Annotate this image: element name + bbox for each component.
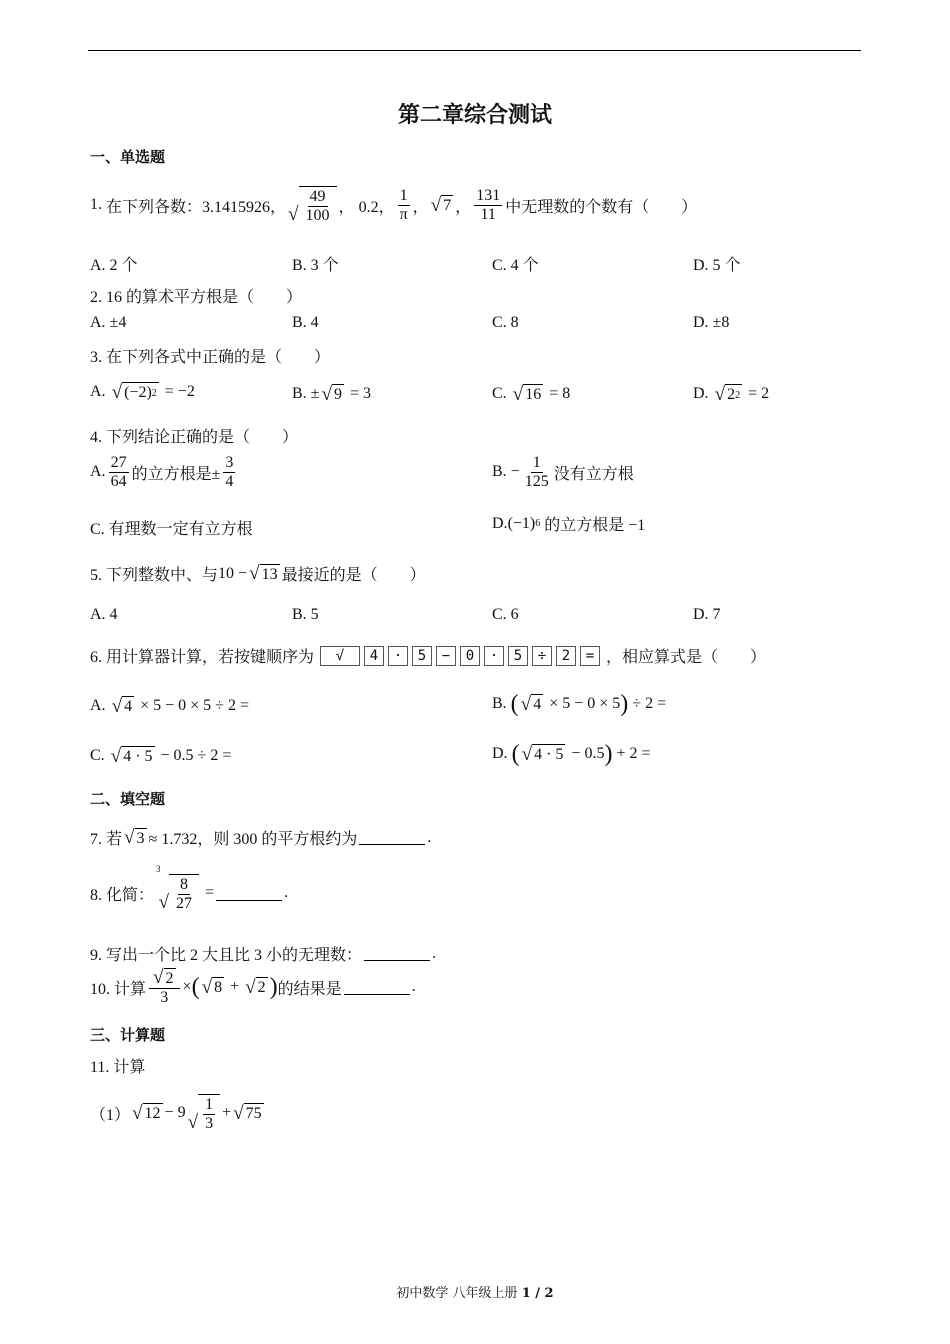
calc-key: − (436, 646, 456, 666)
page-title: 第二章综合测试 (397, 103, 552, 128)
q3-option-a: A. √ (−2) 2 = −2 (90, 381, 195, 403)
q2-option-a: A. ±4 (90, 314, 127, 331)
question-8: 8. 化简： 3 √ $\frac{8}{27}$ = . (90, 864, 289, 913)
question-1: 1. 在下列各数：3.1415926， √ $\frac{49}{100}$ ， 0.2， $\frac{1}{\pi}$ ， √ 7 ， $\frac{131}{11}$ 中无理数的个数有（ ） (90, 187, 698, 225)
calculator-key-sequence (320, 646, 600, 666)
q4-option-c: C. 有理数一定有立方根 (90, 521, 253, 538)
q2-option-b: B. 4 (292, 314, 319, 331)
fraction: $\frac{1}{\pi}$ (399, 187, 408, 223)
q5-option-a: A. 4 (90, 606, 118, 623)
q2-option-c: C. 8 (492, 314, 519, 331)
question-10: 10. 计算 √ 2 3 × ( √ 8 + √ 2 ) 的结果是 . (90, 967, 416, 1006)
q5-option-c: C. 6 (492, 606, 519, 623)
calc-key: · (388, 646, 408, 666)
cube-root-expr: 3 √ $\frac{8}{27}$ (156, 874, 199, 912)
answer-blank[interactable] (364, 946, 430, 961)
calc-key: 4 (364, 646, 384, 666)
q2-option-d: D. ±8 (693, 314, 730, 331)
q3-option-d: D. √ 2 2 = 2 (693, 383, 770, 405)
page-footer: 初中数学 八年级上册 1 / 2 (396, 1286, 554, 1301)
calc-key: 2 (556, 646, 576, 666)
calc-key: · (484, 646, 504, 666)
question-2: 2. 16 的算术平方根是（ ） (90, 289, 303, 306)
question-6: 6. 用计算器计算，若按键顺序为 √ 4 · 5 − 0 · 5 ÷ 2 = ，相应算式是（ ） (90, 647, 767, 666)
question-9: 9. 写出一个比 2 大且比 3 小的无理数： . (90, 944, 437, 964)
answer-blank[interactable] (216, 886, 282, 901)
q3-option-c: C. √ 16 = 8 (492, 383, 571, 405)
section-heading-choice: 一、单选题 (90, 148, 166, 166)
calc-key: 0 (460, 646, 480, 666)
q4-option-a: A. $\frac{27}{64}$ 的立方根是± $\frac{3}{4}$ (90, 454, 234, 490)
q1-option-c: C. 4 个 (492, 257, 539, 274)
page-number: 1 / 2 (521, 1286, 554, 1301)
header-rule (88, 50, 861, 51)
fraction: $\frac{131}{11}$ (476, 187, 501, 223)
answer-blank[interactable] (344, 980, 410, 995)
question-11: 11. 计算 (90, 1059, 146, 1076)
answer-blank[interactable] (359, 830, 425, 845)
q6-option-b: B. ( √ 4 × 5 − 0 × 5 ) ÷ 2 = (492, 691, 667, 717)
q1-option-b: B. 3 个 (292, 257, 339, 274)
q1-option-a: A. 2 个 (90, 257, 138, 274)
calc-key: 5 (508, 646, 528, 666)
calc-key: 5 (412, 646, 432, 666)
sqrt-expr: √ 7 (430, 194, 452, 216)
question-5: 5. 下列整数中、与 10 − √ 13 最接近的是（ ） (90, 563, 426, 585)
question-4: 4. 下列结论正确的是（ ） (90, 429, 299, 446)
sqrt-expr: √ $\frac{49}{100}$ (288, 186, 337, 224)
question-3: 3. 在下列各式中正确的是（ ） (90, 349, 331, 366)
q3-option-b: B. ± √ 9 = 3 (292, 383, 372, 405)
q4-option-b: B. − $\frac{1}{125}$ 没有立方根 (492, 454, 634, 490)
q5-option-b: B. 5 (292, 606, 319, 623)
q4-option-d: D. (−1) 6 的立方根是 −1 (492, 514, 646, 534)
q5-option-d: D. 7 (693, 606, 721, 623)
calc-key-sqrt: √ (320, 646, 360, 666)
question-11-part-1: （1） √ 12 − 9 √ $\frac{1}{3}$ + √ 75 (90, 1096, 262, 1133)
question-7: 7. 若 √ 3 ≈ 1.732，则 300 的平方根约为 . (90, 827, 432, 849)
section-heading-calc: 三、计算题 (90, 1026, 166, 1044)
q6-option-d: D. ( √ 4 · 5 − 0.5 ) + 2 = (492, 741, 651, 767)
q1-option-d: D. 5 个 (693, 257, 741, 274)
q6-option-a: A. √ 4 × 5 − 0 × 5 ÷ 2 = (90, 695, 249, 717)
calc-key: = (580, 646, 600, 666)
q6-option-c: C. √ 4 · 5 − 0.5 ÷ 2 = (90, 745, 232, 767)
section-heading-fill: 二、填空题 (90, 790, 166, 808)
calc-key: ÷ (532, 646, 552, 666)
